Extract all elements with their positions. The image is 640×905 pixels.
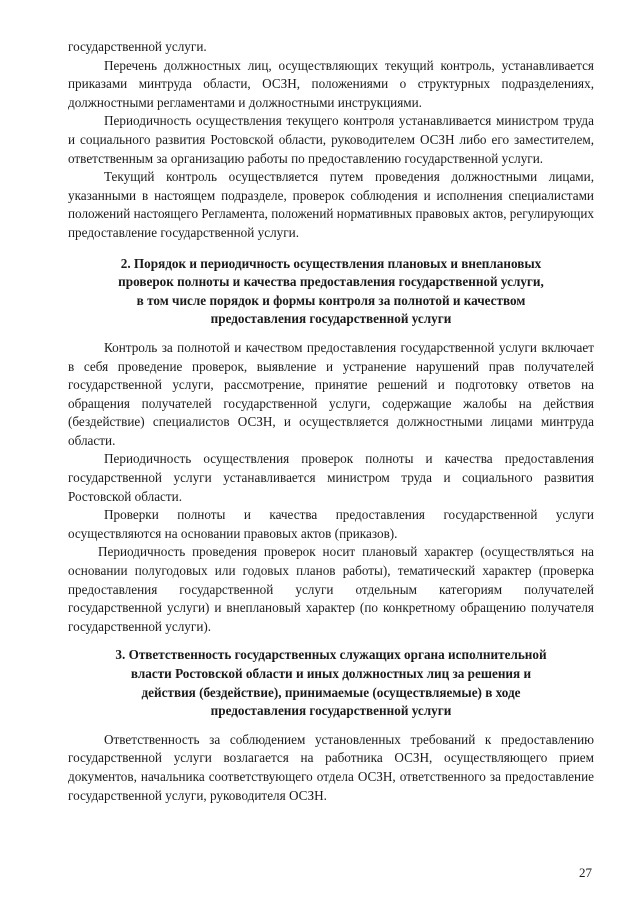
heading-line: в том числе порядок и формы контроля за полнотой и качеством: [136, 292, 526, 308]
paragraph: Перечень должностных лиц, осуществляющих текущий контроль, устанавливается приказами минтруда области, ОСЗН, положениями о структурных подразделениях, должностными регламентами и должностными инструкциями.: [68, 57, 594, 110]
paragraph: Периодичность осуществления проверок полноты и качества предоставления государственной услуги устанавливается министром труда и социального развития Ростовской области.: [68, 451, 594, 504]
paragraph: Текущий контроль осуществляется путем проведения должностными лицами, указанными в настоящем подразделе, проверок соблюдения и исполнения специалистами положений настоящего Регламента, положений нормативных правовых актов, регулирующих предоставление государственной услуги.: [68, 169, 594, 240]
heading-line: 3. Ответственность государственных служащих органа исполнительной: [115, 647, 547, 663]
paragraph: Проверки полноты и качества предоставления государственной услуги осуществляются на основании правовых актов (приказов).: [68, 507, 594, 541]
paragraph: Ответственность за соблюдением установленных требований к предоставлению государственной услуги возлагается на работника ОСЗН, осуществляющего прием документов, начальника соответствующего отдела ОСЗН, ответственного за предоставление государственной услуги, руководителя ОСЗН.: [68, 731, 594, 803]
heading-line: предоставления государственной услуги: [210, 311, 452, 327]
heading-line: действия (бездействие), принимаемые (осуществляемые) в ходе: [141, 684, 521, 700]
section-3-heading: [68, 646, 594, 720]
section-2-heading: [68, 255, 594, 329]
heading-line: предоставления государственной услуги: [210, 703, 452, 719]
heading-line: проверок полноты и качества предоставления государственной услуги,: [118, 274, 544, 290]
paragraph: Контроль за полнотой и качеством предоставления государственной услуги включает в себя проведение проверок, выявление и устранение нарушений прав получателей государственной услуги, рассмотрение, принятие решений и подготовку ответов на обращения получателей государственной услуги, содержащие жалобы на действия (бездействие) специалистов ОСЗН, и осуществляется должностными лицами минтруда области.: [68, 339, 594, 448]
paragraph: государственной услуги.: [68, 39, 207, 54]
heading-line: власти Ростовской области и иных должностных лиц за решения и: [130, 666, 532, 681]
paragraph: Периодичность проведения проверок носит плановый характер (осуществляться на основании полугодовых или годовых планов работы), тематический характер (проверка предоставления государственной услуги отдельным категориям получателей государственной услуги) и внеплановый характер (по конкретному обращению получателя государственной услуги).: [68, 544, 594, 634]
heading-line: 2. Порядок и периодичность осуществления плановых и внеплановых: [120, 255, 542, 271]
paragraph: Периодичность осуществления текущего контроля устанавливается министром труда и социального развития Ростовской области, руководителем ОСЗН либо его заместителем, ответственным за организацию работы по предоставлению государственной услуги.: [68, 113, 594, 166]
page-number: 27: [579, 865, 592, 880]
